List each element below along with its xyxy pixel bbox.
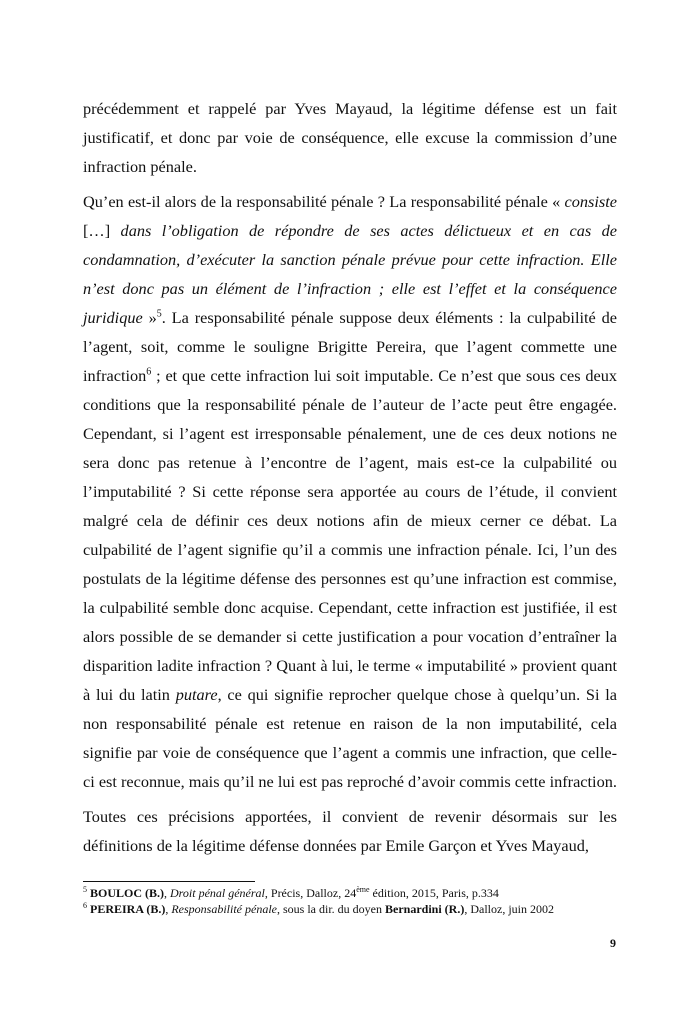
- paragraph-2: [83, 187, 617, 796]
- footnote-separator-comma: ,: [164, 886, 171, 900]
- footnote-editor: Bernardini (R.): [385, 902, 465, 916]
- paragraph-1: précédemment et rappelé par Yves Mayaud, la légitime défense est un fait justificatif, et donc par voie de conséquence, elle excuse la commission d’une infraction pénale.: [83, 99, 617, 176]
- footnote-separator-comma: ,: [165, 902, 172, 916]
- page-number: 9: [610, 936, 616, 950]
- p2-mid2: ; et que cette infraction lui soit imputable. Ce n’est que sous ces deux conditions que la responsabilité pénale de l’auteur de l’acte peut être engagée. Cependant, si l’agent est irresponsable pénalement, une de ces deux notions ne sera donc pas retenue à l’encontre de l’agent, mais est-ce la culpabilité ou l’imputabilité ? Si cette réponse sera apportée au cours de l’étude, il convient malgré cela de définir ces deux notions afin de mieux cerner ce débat. La culpabilité de l’agent signifie qu’il a commis une infraction pénale. Ici, l’un des postulats de la légitime défense des personnes est qu’une infraction est commise, la culpabilité semble donc acquise. Cependant, cette infraction est justifiée, il est alors possible de se demander si cette justification a pour vocation d’entraîner la disparition ladite infraction ? Quant à lui, le terme « imputabilité » provient quant à lui du latin: [83, 366, 617, 704]
- footnote-5: [83, 885, 617, 901]
- p2-quote-close: »: [142, 308, 157, 327]
- footnote-text: , sous la dir. du doyen: [277, 902, 385, 916]
- p2-tail: , ce qui signifie reprocher quelque chose à quelqu’un. Si la non responsabilité pénale est retenue en raison de la non imputabilité, cela signifie par voie de conséquence que l’agent a commis une infraction, que celle-ci est reconnue, mais qu’il ne lui est pas reproché d’avoir commis cette infraction.: [83, 685, 617, 791]
- p2-ellipsis: […]: [83, 221, 121, 240]
- footnote-author: PEREIRA (B.): [90, 902, 166, 916]
- footnote-text: , Dalloz, juin 2002: [464, 902, 554, 916]
- footnote-separator: [83, 881, 255, 882]
- p2-latin-term: putare: [175, 685, 218, 704]
- p2-mid1: . La responsabilité pénale suppose deux éléments : la culpabilité de l’agent, soit, comme le souligne Brigitte Pereira, que l’agent commette une infraction: [83, 308, 617, 385]
- footnote-ordinal: ème: [356, 885, 370, 894]
- footnote-ref-6[interactable]: 6: [146, 366, 152, 378]
- paragraph-3: Toutes ces précisions apportées, il convient de revenir désormais sur les définitions de la légitime défense données par Emile Garçon et Yves Mayaud,: [83, 807, 617, 855]
- p2-quote: dans l’obligation de répondre de ses actes délictueux et en cas de condamnation, d’exécuter la sanction pénale prévue pour cette infraction. Elle n’est donc pas un élément de l’infraction ; elle est l’effet et la conséquence juridique: [83, 221, 617, 327]
- footnote-author: BOULOC (B.): [90, 886, 165, 900]
- footnotes: [83, 885, 617, 917]
- footnote-text: , Précis, Dalloz, 24: [264, 886, 357, 900]
- footnote-text: édition, 2015, Paris, p.334: [369, 886, 499, 900]
- p2-lead: Qu’en est-il alors de la responsabilité pénale ? La responsabilité pénale «: [83, 192, 565, 211]
- footnote-title: Droit pénal général: [170, 886, 265, 900]
- footnote-ref-5[interactable]: 5: [156, 308, 162, 320]
- footnote-title: Responsabilité pénale: [171, 902, 277, 916]
- footnote-number: 5: [83, 885, 87, 894]
- footnote-6: [83, 901, 617, 917]
- footnote-number: 6: [83, 901, 87, 910]
- p2-quote-start: consiste: [564, 192, 617, 211]
- body-text: [83, 94, 617, 866]
